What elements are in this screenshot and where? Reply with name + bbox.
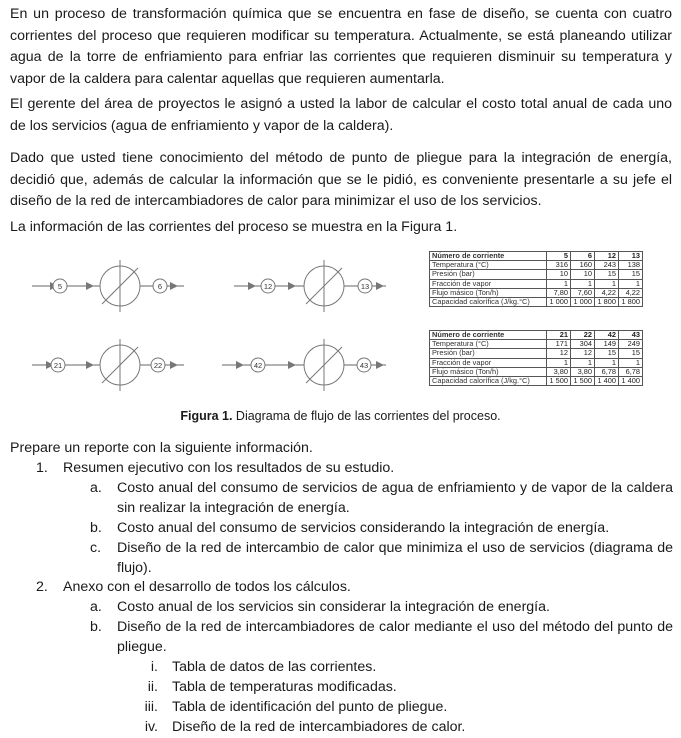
table-row: Flujo másico (Ton/h) 3,80 3,80 6,78 6,78 [430,367,643,376]
list-text: Tabla de identificación del punto de pliegue. [172,698,448,715]
table-row: Presión (bar) 10 10 15 15 [430,270,643,279]
list-text: Tabla de datos de las corrientes. [172,659,377,676]
list-item [0,519,681,539]
list-item [0,718,681,738]
flow-diagram [14,246,414,406]
list-text: Diseño de la red de intercambiadores de calor. [172,718,466,735]
streams-table-1 [429,251,643,307]
table-row: Temperatura (°C) 316 160 243 138 [430,261,643,270]
heat-exchanger-unit [222,339,386,391]
stream-out-label: 13 [360,282,370,291]
list-number: b. [90,619,102,636]
list-item [0,698,681,718]
list-item [0,459,681,479]
list-text: Resumen ejecutivo con los resultados de su estudio. [63,460,395,476]
list-item [0,618,681,658]
table-row: Fracción de vapor 1 1 1 1 [430,358,643,367]
table-row: Presión (bar) 12 12 15 15 [430,349,643,358]
list-text: Costo anual del consumo de servicios considerando la integración de energía. [117,519,610,536]
list-number: iii. [144,698,158,715]
streams-table-2 [429,330,643,386]
intro-paragraph-4: La información de las corrientes del proceso se muestra en la Figura 1. [10,219,458,235]
table-row: Temperatura (°C) 171 304 149 249 [430,340,643,349]
heat-exchanger-unit [32,339,184,391]
table-header-row: Número de corriente 21 22 42 43 [430,331,643,340]
report-intro: Prepare un reporte con la siguiente información. [10,440,313,456]
list-number: a. [90,599,102,616]
intro-paragraph-3: Dado que usted tiene conocimiento del método de punto de pliegue para la integración de energía, decidió que, además de calcular la información que se le pidió, es conveniente presentarle a su jefe el diseño de la red de intercambiadores de calor para minimizar el uso de los servicios. [10,150,672,209]
list-text: Diseño de la red de intercambiadores de calor mediante el uso del método del punto de pliegue. [117,619,673,656]
stream-out-label: 6 [157,282,163,291]
list-item [0,658,681,678]
table-row: Fracción de vapor 1 1 1 1 [430,279,643,288]
stream-in-label: 12 [263,282,273,291]
list-number: i. [150,659,158,676]
list-number: b. [90,519,102,536]
caption-label: Figura 1. [180,409,233,423]
list-text: Costo anual del consumo de servicios de agua de enfriamiento y de vapor de la caldera sin realizar la integración de energía. [117,479,673,516]
list-text: Diseño de la red de intercambio de calor que minimiza el uso de servicios (diagrama de flujo). [117,539,673,576]
stream-out-label: 43 [359,361,369,370]
table-row: Capacidad calorífica (J/kg.°C) 1 000 1 000 1 800 1 800 [430,298,643,307]
list-number: ii. [147,678,158,695]
list-text: Tabla de temperaturas modificadas. [172,678,397,695]
list-number: iv. [144,718,158,735]
heat-exchanger-unit [32,260,184,312]
list-item [0,539,681,579]
list-item [0,678,681,698]
table-row: Capacidad calorífica (J/kg.°C) 1 500 1 500 1 400 1 400 [430,377,643,386]
report-list [0,459,681,738]
intro-paragraph-1: En un proceso de transformación química que se encuentra en fase de diseño, se cuenta con cuatro corrientes del proceso que requieren modificar su temperatura. Actualmente, se está planeando utilizar agua de la torre de enfriamiento para enfriar las corrientes que requieren disminuir su temperatura y vapor de la caldera para calentar aquellas que requieren aumentarla. [10,6,672,87]
caption-text: Diagrama de flujo de las corrientes del proceso. [232,409,501,423]
figure-caption [0,409,681,423]
list-number: 2. [36,579,48,596]
list-text: Costo anual de los servicios sin considerar la integración de energía. [117,599,550,616]
list-number: 1. [36,460,48,476]
list-text: Anexo con el desarrollo de todos los cálculos. [63,579,351,596]
list-number: c. [90,539,102,556]
list-item [0,598,681,618]
stream-in-label: 21 [53,361,63,370]
table-row: Flujo másico (Ton/h) 7,80 7,60 4,22 4,22 [430,288,643,297]
list-number: a. [90,479,102,496]
list-item [0,578,681,598]
table-header-row: Número de corriente 5 6 12 13 [430,252,643,261]
heat-exchanger-unit [234,260,386,312]
stream-in-label: 5 [57,282,63,291]
list-item [0,479,681,519]
intro-paragraph-2: El gerente del área de proyectos le asignó a usted la labor de calcular el costo total anual de cada uno de los servicios (agua de enfriamiento y vapor de la caldera). [10,96,672,134]
stream-out-label: 22 [153,361,163,370]
stream-in-label: 42 [253,361,263,370]
